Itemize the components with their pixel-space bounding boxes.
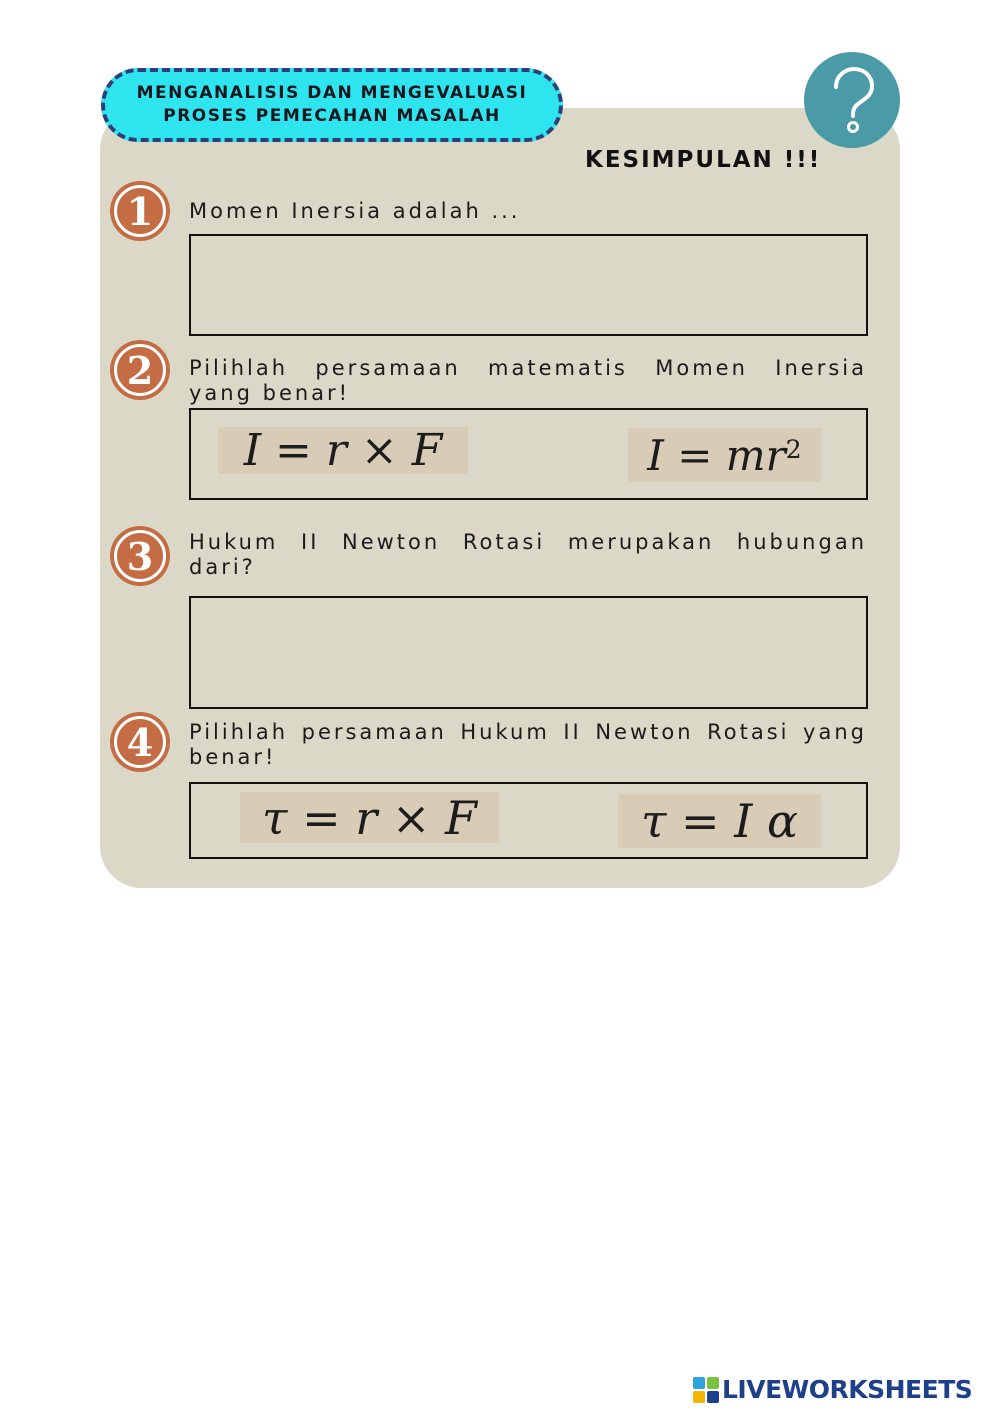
banner-line-2: PROSES PEMECAHAN MASALAH	[163, 106, 501, 126]
answer-box-1[interactable]	[189, 234, 868, 336]
question-text-3: Hukum II Newton Rotasi merupakan hubungan dari?	[189, 530, 867, 579]
option-4b-formula: τ = I α	[640, 794, 799, 848]
liveworksheets-logo	[693, 1375, 972, 1404]
question-number-1: 1	[114, 185, 166, 237]
question-number-badge-1	[110, 181, 170, 241]
banner-line-1: MENGANALISIS DAN MENGEVALUASI	[136, 83, 528, 103]
section-banner	[101, 68, 563, 142]
option-2b-formula: I = mr	[647, 430, 786, 480]
question-number-badge-2	[110, 340, 170, 400]
question-text-4: Pilihlah persamaan Hukum II Newton Rotasi yang benar!	[189, 720, 867, 769]
option-4a-formula: τ = r × F	[262, 790, 477, 845]
question-number-4: 4	[114, 716, 166, 768]
question-number-2: 2	[114, 344, 166, 396]
answer-box-3[interactable]	[189, 596, 868, 709]
question-number-badge-4	[110, 712, 170, 772]
question-number-3: 3	[114, 530, 166, 582]
question-mark-icon	[804, 52, 900, 148]
question-text-1: Momen Inersia adalah ...	[189, 199, 521, 223]
option-4b[interactable]	[618, 794, 821, 848]
page-heading: KESIMPULAN !!!	[585, 147, 822, 173]
question-text-2: Pilihlah persamaan matematis Momen Inersia yang benar!	[189, 356, 867, 405]
question-number-badge-3	[110, 526, 170, 586]
brand-name: LIVEWORKSHEETS	[722, 1375, 973, 1404]
option-2a-formula: I = r × F	[243, 425, 443, 476]
option-4a[interactable]	[240, 792, 499, 843]
option-2b-sup: 2	[785, 435, 802, 465]
option-2b[interactable]	[628, 428, 821, 482]
option-2a[interactable]	[218, 427, 468, 474]
liveworksheets-logo-icon	[693, 1377, 719, 1403]
